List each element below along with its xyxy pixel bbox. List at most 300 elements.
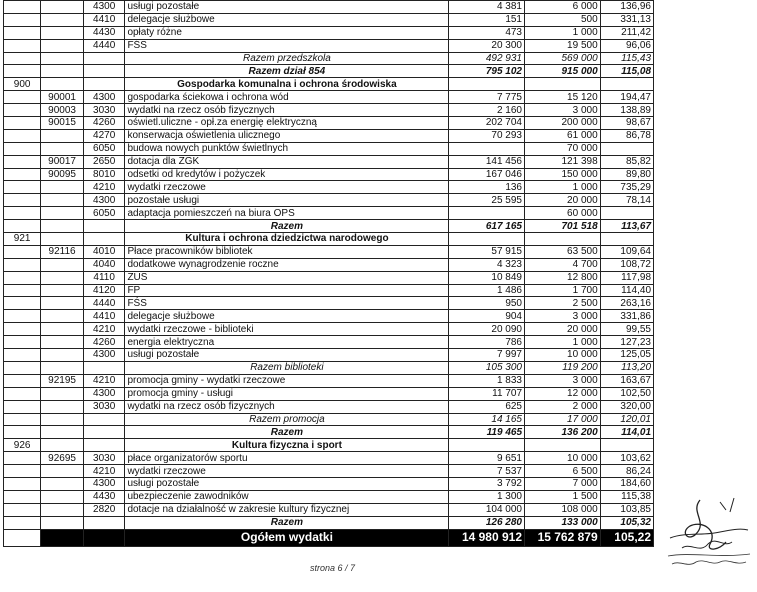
paragraf-cell: 4210 xyxy=(83,323,125,336)
rozdzial-cell xyxy=(41,477,84,490)
rozdzial-cell xyxy=(41,323,84,336)
rozdzial-cell xyxy=(41,181,84,194)
value-2009-cell: 136 200 xyxy=(525,426,601,439)
value-2009-cell xyxy=(525,439,601,452)
value-2009-cell: 1 000 xyxy=(525,336,601,349)
value-2009-cell: 701 518 xyxy=(525,220,601,233)
value-2008-cell: 126 280 xyxy=(449,516,525,529)
rozdzial-cell xyxy=(41,1,84,14)
value-2008-cell: 786 xyxy=(449,336,525,349)
table-row xyxy=(4,297,654,310)
dzial-cell xyxy=(4,503,41,516)
percent-cell: 113,20 xyxy=(600,361,653,374)
rozdzial-cell xyxy=(41,310,84,323)
name-cell: konserwacja oświetlenia ulicznego xyxy=(125,129,449,142)
table-row xyxy=(4,104,654,117)
name-cell: Ogółem wydatki xyxy=(125,529,449,546)
total-row xyxy=(4,361,654,374)
rozdzial-cell xyxy=(41,207,84,220)
table-row xyxy=(4,168,654,181)
percent-cell: 113,67 xyxy=(600,220,653,233)
rozdzial-cell: 92695 xyxy=(41,452,84,465)
dzial-cell xyxy=(4,490,41,503)
paragraf-cell xyxy=(83,426,125,439)
value-2008-cell: 104 000 xyxy=(449,503,525,516)
value-2009-cell: 10 000 xyxy=(525,452,601,465)
rozdzial-cell: 90095 xyxy=(41,168,84,181)
dzial-cell xyxy=(4,452,41,465)
name-cell: Razem xyxy=(125,426,449,439)
value-2009-cell: 15 762 879 xyxy=(525,529,601,546)
rozdzial-cell xyxy=(41,439,84,452)
paragraf-cell xyxy=(83,529,125,546)
percent-cell: 120,01 xyxy=(600,413,653,426)
value-2008-cell: 11 707 xyxy=(449,387,525,400)
percent-cell xyxy=(600,233,653,246)
dzial-cell xyxy=(4,387,41,400)
page-footer: strona 6 / 7 xyxy=(310,563,356,573)
value-2009-cell: 7 000 xyxy=(525,477,601,490)
value-2009-cell: 63 500 xyxy=(525,245,601,258)
value-2009-cell: 3 000 xyxy=(525,310,601,323)
name-cell: Płace pracowników bibliotek xyxy=(125,245,449,258)
value-2008-cell: 10 849 xyxy=(449,271,525,284)
rozdzial-cell xyxy=(41,26,84,39)
value-2009-cell: 6 500 xyxy=(525,465,601,478)
paragraf-cell: 2820 xyxy=(83,503,125,516)
percent-cell: 115,38 xyxy=(600,490,653,503)
table-row xyxy=(4,336,654,349)
value-2009-cell: 121 398 xyxy=(525,155,601,168)
percent-cell: 96,06 xyxy=(600,39,653,52)
name-cell: dotacja dla ZGK xyxy=(125,155,449,168)
paragraf-cell: 6050 xyxy=(83,142,125,155)
value-2008-cell: 625 xyxy=(449,400,525,413)
value-2009-cell: 19 500 xyxy=(525,39,601,52)
total-row xyxy=(4,52,654,65)
section-row xyxy=(4,233,654,246)
expenditure-table xyxy=(3,0,654,547)
percent-cell: 263,16 xyxy=(600,297,653,310)
name-cell: usługi pozostałe xyxy=(125,477,449,490)
value-2008-cell: 105 300 xyxy=(449,361,525,374)
value-2009-cell: 20 000 xyxy=(525,194,601,207)
value-2009-cell: 3 000 xyxy=(525,374,601,387)
value-2008-cell: 1 833 xyxy=(449,374,525,387)
table-row xyxy=(4,1,654,14)
value-2009-cell: 915 000 xyxy=(525,65,601,78)
percent-cell: 103,85 xyxy=(600,503,653,516)
percent-cell: 108,72 xyxy=(600,258,653,271)
paragraf-cell: 4270 xyxy=(83,129,125,142)
value-2009-cell: 200 000 xyxy=(525,117,601,130)
rozdzial-cell: 90017 xyxy=(41,155,84,168)
value-2009-cell: 1 000 xyxy=(525,181,601,194)
name-cell: wydatki rzeczowe xyxy=(125,465,449,478)
value-2009-cell: 1 700 xyxy=(525,284,601,297)
rozdzial-cell xyxy=(41,361,84,374)
rozdzial-cell xyxy=(41,336,84,349)
name-cell: Kultura i ochrona dziedzictwa narodowego xyxy=(125,233,449,246)
paragraf-cell xyxy=(83,220,125,233)
paragraf-cell: 4040 xyxy=(83,258,125,271)
paragraf-cell xyxy=(83,65,125,78)
percent-cell xyxy=(600,207,653,220)
name-cell: wydatki na rzecz osób fizycznych xyxy=(125,400,449,413)
percent-cell: 115,08 xyxy=(600,65,653,78)
dzial-cell xyxy=(4,129,41,142)
name-cell: Kultura fizyczna i sport xyxy=(125,439,449,452)
value-2009-cell: 3 000 xyxy=(525,104,601,117)
dzial-cell xyxy=(4,477,41,490)
name-cell: promocja gminy - usługi xyxy=(125,387,449,400)
name-cell: FŚS xyxy=(125,297,449,310)
value-2008-cell: 4 381 xyxy=(449,1,525,14)
value-2008-cell: 7 775 xyxy=(449,91,525,104)
value-2008-cell xyxy=(449,233,525,246)
paragraf-cell xyxy=(83,516,125,529)
dzial-cell xyxy=(4,297,41,310)
dzial-cell xyxy=(4,374,41,387)
name-cell: Gospodarka komunalna i ochrona środowiska xyxy=(125,78,449,91)
value-2008-cell xyxy=(449,142,525,155)
name-cell: adaptacja pomieszczeń na biura OPS xyxy=(125,207,449,220)
value-2008-cell: 20 300 xyxy=(449,39,525,52)
percent-cell xyxy=(600,439,653,452)
rozdzial-cell xyxy=(41,194,84,207)
value-2009-cell xyxy=(525,233,601,246)
percent-cell: 99,55 xyxy=(600,323,653,336)
dzial-cell xyxy=(4,194,41,207)
name-cell: Razem biblioteki xyxy=(125,361,449,374)
value-2009-cell: 70 000 xyxy=(525,142,601,155)
rozdzial-cell xyxy=(41,284,84,297)
paragraf-cell: 4300 xyxy=(83,194,125,207)
value-2008-cell xyxy=(449,207,525,220)
section-row xyxy=(4,78,654,91)
percent-cell: 138,89 xyxy=(600,104,653,117)
percent-cell xyxy=(600,78,653,91)
table-row xyxy=(4,245,654,258)
percent-cell: 102,50 xyxy=(600,387,653,400)
paragraf-cell xyxy=(83,361,125,374)
value-2008-cell: 950 xyxy=(449,297,525,310)
paragraf-cell: 3030 xyxy=(83,452,125,465)
value-2008-cell: 14 165 xyxy=(449,413,525,426)
name-cell: ubezpieczenie zawodników xyxy=(125,490,449,503)
paragraf-cell: 4430 xyxy=(83,490,125,503)
table-row xyxy=(4,452,654,465)
value-2008-cell: 25 595 xyxy=(449,194,525,207)
paragraf-cell: 6050 xyxy=(83,207,125,220)
value-2009-cell xyxy=(525,78,601,91)
rozdzial-cell xyxy=(41,490,84,503)
value-2009-cell: 2 000 xyxy=(525,400,601,413)
value-2009-cell: 12 800 xyxy=(525,271,601,284)
paragraf-cell xyxy=(83,439,125,452)
value-2008-cell: 141 456 xyxy=(449,155,525,168)
table-row xyxy=(4,465,654,478)
name-cell: Razem xyxy=(125,516,449,529)
value-2009-cell: 150 000 xyxy=(525,168,601,181)
paragraf-cell: 4210 xyxy=(83,374,125,387)
value-2009-cell: 61 000 xyxy=(525,129,601,142)
value-2008-cell: 904 xyxy=(449,310,525,323)
percent-cell: 320,00 xyxy=(600,400,653,413)
dzial-cell xyxy=(4,516,41,529)
rozdzial-cell: 90015 xyxy=(41,117,84,130)
rozdzial-cell xyxy=(41,387,84,400)
rozdzial-cell: 92116 xyxy=(41,245,84,258)
percent-cell: 109,64 xyxy=(600,245,653,258)
table-row xyxy=(4,129,654,142)
table-row xyxy=(4,91,654,104)
dzial-cell xyxy=(4,426,41,439)
name-cell: FP xyxy=(125,284,449,297)
paragraf-cell: 4110 xyxy=(83,271,125,284)
dzial-cell xyxy=(4,349,41,362)
value-2008-cell xyxy=(449,439,525,452)
dzial-cell xyxy=(4,271,41,284)
value-2008-cell: 167 046 xyxy=(449,168,525,181)
value-2008-cell: 7 997 xyxy=(449,349,525,362)
dzial-cell xyxy=(4,117,41,130)
dzial-cell xyxy=(4,26,41,39)
dzial-cell xyxy=(4,310,41,323)
percent-cell: 127,23 xyxy=(600,336,653,349)
table-row xyxy=(4,477,654,490)
value-2008-cell: 4 323 xyxy=(449,258,525,271)
value-2009-cell: 108 000 xyxy=(525,503,601,516)
value-2008-cell: 795 102 xyxy=(449,65,525,78)
percent-cell: 85,82 xyxy=(600,155,653,168)
table-row xyxy=(4,207,654,220)
table-row xyxy=(4,387,654,400)
percent-cell: 115,43 xyxy=(600,52,653,65)
paragraf-cell: 4300 xyxy=(83,349,125,362)
dzial-cell xyxy=(4,104,41,117)
name-cell: opłaty różne xyxy=(125,26,449,39)
value-2008-cell xyxy=(449,78,525,91)
rozdzial-cell xyxy=(41,529,84,546)
total-row xyxy=(4,220,654,233)
percent-cell: 735,29 xyxy=(600,181,653,194)
value-2008-cell: 119 465 xyxy=(449,426,525,439)
name-cell: usługi pozostałe xyxy=(125,1,449,14)
value-2009-cell: 119 200 xyxy=(525,361,601,374)
percent-cell: 125,05 xyxy=(600,349,653,362)
dzial-cell xyxy=(4,207,41,220)
table-row xyxy=(4,374,654,387)
name-cell: płace organizatorów sportu xyxy=(125,452,449,465)
signature-stamp xyxy=(660,492,754,572)
value-2009-cell: 17 000 xyxy=(525,413,601,426)
paragraf-cell: 3030 xyxy=(83,104,125,117)
percent-cell: 86,24 xyxy=(600,465,653,478)
value-2009-cell: 12 000 xyxy=(525,387,601,400)
dzial-cell xyxy=(4,1,41,14)
rozdzial-cell xyxy=(41,220,84,233)
table-row xyxy=(4,310,654,323)
dzial-cell xyxy=(4,400,41,413)
paragraf-cell: 4410 xyxy=(83,13,125,26)
rozdzial-cell xyxy=(41,78,84,91)
percent-cell: 136,96 xyxy=(600,1,653,14)
percent-cell: 105,32 xyxy=(600,516,653,529)
dzial-cell xyxy=(4,361,41,374)
dzial-cell xyxy=(4,65,41,78)
value-2009-cell: 10 000 xyxy=(525,349,601,362)
rozdzial-cell xyxy=(41,426,84,439)
value-2008-cell: 1 486 xyxy=(449,284,525,297)
name-cell: Razem xyxy=(125,220,449,233)
percent-cell: 184,60 xyxy=(600,477,653,490)
paragraf-cell: 4210 xyxy=(83,465,125,478)
table-row xyxy=(4,503,654,516)
paragraf-cell: 4300 xyxy=(83,477,125,490)
paragraf-cell: 4260 xyxy=(83,117,125,130)
dzial-cell xyxy=(4,168,41,181)
value-2008-cell: 14 980 912 xyxy=(449,529,525,546)
value-2009-cell: 6 000 xyxy=(525,1,601,14)
paragraf-cell: 3030 xyxy=(83,400,125,413)
name-cell: Razem dział 854 xyxy=(125,65,449,78)
dzial-cell xyxy=(4,323,41,336)
paragraf-cell xyxy=(83,52,125,65)
table-row xyxy=(4,39,654,52)
name-cell: wydatki rzeczowe xyxy=(125,181,449,194)
value-2008-cell: 492 931 xyxy=(449,52,525,65)
name-cell: energia elektryczna xyxy=(125,336,449,349)
table-row xyxy=(4,323,654,336)
table-row xyxy=(4,271,654,284)
total-row xyxy=(4,65,654,78)
dzial-cell xyxy=(4,258,41,271)
percent-cell: 117,98 xyxy=(600,271,653,284)
dzial-cell xyxy=(4,91,41,104)
total-row xyxy=(4,426,654,439)
rozdzial-cell xyxy=(41,129,84,142)
value-2008-cell: 20 090 xyxy=(449,323,525,336)
paragraf-cell: 4440 xyxy=(83,297,125,310)
rozdzial-cell: 92195 xyxy=(41,374,84,387)
table-row xyxy=(4,194,654,207)
percent-cell: 331,13 xyxy=(600,13,653,26)
percent-cell: 114,01 xyxy=(600,426,653,439)
table-row xyxy=(4,26,654,39)
name-cell: pozostałe usługi xyxy=(125,194,449,207)
paragraf-cell: 4300 xyxy=(83,1,125,14)
rozdzial-cell xyxy=(41,39,84,52)
rozdzial-cell xyxy=(41,142,84,155)
value-2009-cell: 1 000 xyxy=(525,26,601,39)
value-2009-cell: 15 120 xyxy=(525,91,601,104)
name-cell: gospodarka ściekowa i ochrona wód xyxy=(125,91,449,104)
paragraf-cell xyxy=(83,413,125,426)
rozdzial-cell xyxy=(41,297,84,310)
value-2008-cell: 70 293 xyxy=(449,129,525,142)
table-row xyxy=(4,13,654,26)
grand-total-row xyxy=(4,529,654,546)
value-2008-cell: 2 160 xyxy=(449,104,525,117)
name-cell: Razem promocja xyxy=(125,413,449,426)
rozdzial-cell xyxy=(41,233,84,246)
value-2008-cell: 9 651 xyxy=(449,452,525,465)
paragraf-cell: 2650 xyxy=(83,155,125,168)
percent-cell: 78,14 xyxy=(600,194,653,207)
table-row xyxy=(4,400,654,413)
name-cell: promocja gminy - wydatki rzeczowe xyxy=(125,374,449,387)
total-row xyxy=(4,413,654,426)
value-2009-cell: 20 000 xyxy=(525,323,601,336)
paragraf-cell: 4300 xyxy=(83,91,125,104)
percent-cell: 114,40 xyxy=(600,284,653,297)
rozdzial-cell xyxy=(41,465,84,478)
rozdzial-cell xyxy=(41,349,84,362)
rozdzial-cell xyxy=(41,413,84,426)
rozdzial-cell xyxy=(41,271,84,284)
paragraf-cell: 4120 xyxy=(83,284,125,297)
name-cell: wydatki rzeczowe - biblioteki xyxy=(125,323,449,336)
dzial-cell xyxy=(4,13,41,26)
dzial-cell xyxy=(4,52,41,65)
section-row xyxy=(4,439,654,452)
paragraf-cell xyxy=(83,78,125,91)
value-2009-cell: 569 000 xyxy=(525,52,601,65)
name-cell: usługi pozostałe xyxy=(125,349,449,362)
name-cell: wydatki na rzecz osób fizycznych xyxy=(125,104,449,117)
table-row xyxy=(4,181,654,194)
paragraf-cell: 4430 xyxy=(83,26,125,39)
paragraf-cell: 8010 xyxy=(83,168,125,181)
value-2009-cell: 133 000 xyxy=(525,516,601,529)
dzial-cell xyxy=(4,155,41,168)
dzial-cell xyxy=(4,465,41,478)
rozdzial-cell xyxy=(41,65,84,78)
percent-cell: 105,22 xyxy=(600,529,653,546)
rozdzial-cell: 90001 xyxy=(41,91,84,104)
rozdzial-cell xyxy=(41,503,84,516)
percent-cell: 163,67 xyxy=(600,374,653,387)
paragraf-cell: 4410 xyxy=(83,310,125,323)
total-row xyxy=(4,516,654,529)
dzial-cell xyxy=(4,142,41,155)
percent-cell: 194,47 xyxy=(600,91,653,104)
dzial-cell xyxy=(4,529,41,546)
name-cell: budowa nowych punktów świetlnych xyxy=(125,142,449,155)
paragraf-cell xyxy=(83,233,125,246)
percent-cell: 331,86 xyxy=(600,310,653,323)
table-row xyxy=(4,349,654,362)
percent-cell: 103,62 xyxy=(600,452,653,465)
dzial-cell xyxy=(4,181,41,194)
dzial-cell xyxy=(4,39,41,52)
name-cell: dodatkowe wynagrodzenie roczne xyxy=(125,258,449,271)
rozdzial-cell xyxy=(41,13,84,26)
table-row xyxy=(4,142,654,155)
value-2009-cell: 1 500 xyxy=(525,490,601,503)
name-cell: Razem przedszkola xyxy=(125,52,449,65)
name-cell: oświetl.uliczne - opł.za energię elektryczną xyxy=(125,117,449,130)
name-cell: ZUS xyxy=(125,271,449,284)
name-cell: dotacje na działalność w zakresie kultury fizycznej xyxy=(125,503,449,516)
name-cell: odsetki od kredytów i pożyczek xyxy=(125,168,449,181)
value-2008-cell: 473 xyxy=(449,26,525,39)
dzial-cell: 921 xyxy=(4,233,41,246)
value-2009-cell: 60 000 xyxy=(525,207,601,220)
dzial-cell xyxy=(4,413,41,426)
table-row xyxy=(4,258,654,271)
